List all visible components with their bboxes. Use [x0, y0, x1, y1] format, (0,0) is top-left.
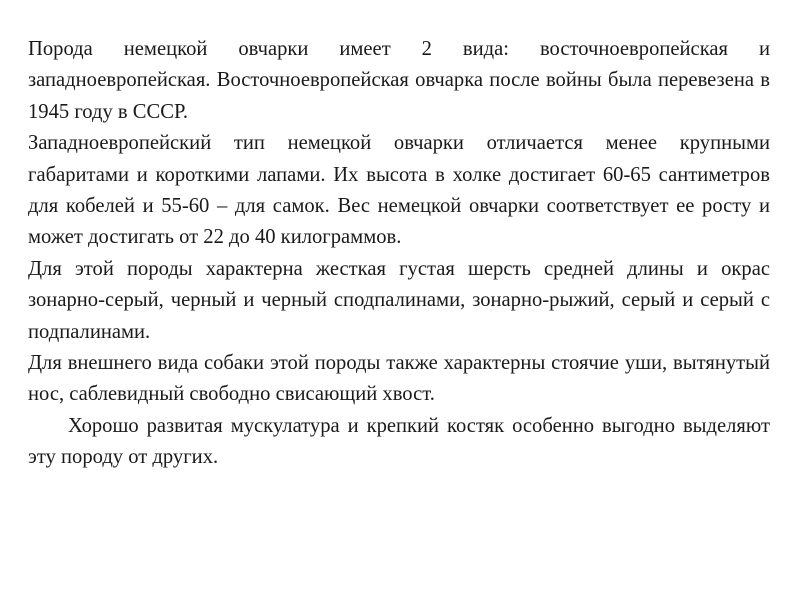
text-body	[28, 34, 770, 474]
paragraph-musculature: Хорошо развитая мускулатура и крепкий костяк особенно выгодно выделяют эту породу от других.	[28, 414, 770, 469]
paragraph-appearance: Для внешнего вида собаки этой породы также характерны стоячие уши, вытянутый нос, саблевидный свободно свисающий хвост.	[28, 352, 770, 406]
paragraph-western-type: Западноевропейский тип немецкой овчарки отличается менее крупными габаритами и короткими лапами. Их высота в холке достигает 60-65 сантиметров для кобелей и 55-60 – для самок. Вес немецкой овчарки соответствует ее росту и может достигать от 22 до 40 килограммов.	[28, 132, 770, 249]
paragraph-breed-types: Порода немецкой овчарки имеет 2 вида: восточноевропейская и западноевропейская. Восточноевропейская овчарка после войны была перевезена в 1945 году в СССР.	[28, 38, 770, 123]
paragraph-coat: Для этой породы характерна жесткая густая шерсть средней длины и окрас зонарно-серый, черный и черный сподпалинами, зонарно-рыжий, серый и серый с подпалинами.	[28, 257, 770, 343]
